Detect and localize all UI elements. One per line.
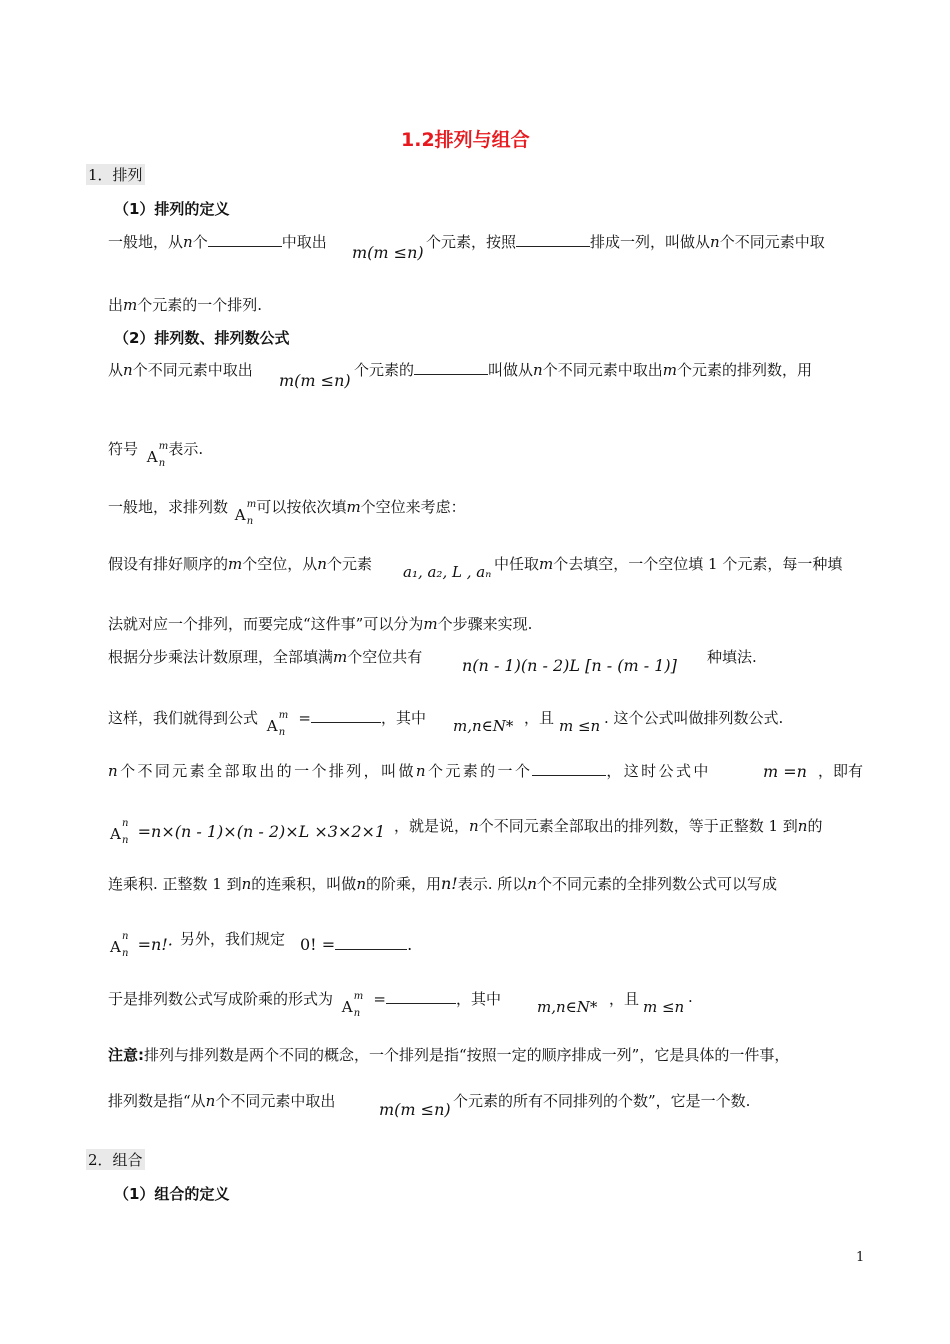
blank-line [386, 989, 456, 1004]
paragraph-line [108, 1044, 789, 1065]
text: ，即有 [818, 762, 864, 780]
symbol-sup: m [278, 710, 289, 721]
text: 表示. 所以 [457, 875, 528, 893]
math-n: n [415, 762, 428, 780]
paragraph-line [108, 613, 532, 634]
permutation-symbol [341, 991, 364, 1019]
blank-line [311, 708, 381, 723]
math-n-factorial: n! [441, 874, 458, 893]
paragraph-line [108, 553, 372, 574]
symbol-A: A [110, 938, 121, 956]
math-m: m [662, 361, 677, 379]
text: 个元素 [326, 555, 372, 573]
math-n: n [108, 762, 121, 780]
math-equals: = [298, 709, 311, 727]
symbol-sub: n [278, 727, 286, 738]
math-m-eq-n: m =n [763, 762, 807, 781]
paragraph-line [108, 988, 502, 1019]
symbol-A: A [266, 717, 278, 735]
text: 中取出 [281, 233, 327, 251]
math-n: n [797, 817, 808, 835]
text: 个元素，按照 [426, 233, 517, 251]
math-eq-n-factorial: =n!· [137, 935, 173, 954]
math-sequence: a₁, a₂, L , aₙ [403, 563, 492, 581]
math-full-product: =n×(n - 1)×(n - 2)×L ×3×2×1 [137, 822, 386, 841]
math-m-le-n: m ≤n [643, 998, 685, 1016]
text: ，且 [609, 990, 640, 1008]
paragraph-line [108, 496, 466, 527]
text: ，这时公式中 [606, 762, 711, 780]
math-n: n [241, 875, 252, 893]
text: 可以按依次填 [256, 498, 347, 516]
section-heading-permutation: 1．排列 [88, 166, 143, 184]
subheading-permutation-definition: （1）排列的定义 [114, 200, 230, 218]
math-n: n [527, 875, 537, 893]
text: 个元素的排列数，用 [676, 361, 812, 379]
text: . [407, 935, 413, 954]
text: 连乘积. 正整数 1 到 [108, 875, 242, 893]
text: ，其中 [456, 990, 502, 1008]
symbol-A: A [234, 506, 246, 524]
paragraph-line [300, 935, 412, 954]
blank-line [516, 232, 590, 247]
text: 个不同元素全部取出的排列数，等于正整数 1 到 [478, 817, 798, 835]
text: 的 [807, 817, 823, 835]
math-m-n-in-N: m,n∈N* [453, 717, 514, 735]
text: 法就对应一个排列，而要完成“这件事”可以分为 [108, 615, 424, 633]
text: 从 [108, 361, 124, 379]
math-m-n-in-N: m,n∈N* [537, 998, 598, 1016]
paragraph-line [108, 646, 422, 667]
math-m: m [123, 296, 138, 314]
blank-line [208, 232, 282, 247]
text: 叫做从 [488, 361, 534, 379]
symbol-sub: n [246, 516, 254, 527]
paragraph-line [108, 438, 204, 469]
text: 另外，我们规定 [180, 930, 286, 948]
text: ，其中 [381, 709, 427, 727]
blank-line [335, 935, 407, 950]
text: 一般地，从 [108, 233, 184, 251]
math-zero-factorial: 0! = [300, 935, 336, 954]
permutation-symbol [266, 710, 289, 738]
text: 个去填空，一个空位填 1 个元素，每一种填 [553, 555, 843, 573]
math-m-le-n: m ≤n [559, 717, 601, 735]
math-n: n [356, 875, 366, 893]
text: 个步骤来实现. [437, 615, 533, 633]
math-m: m [346, 498, 361, 516]
symbol-sub: n [122, 948, 129, 959]
text: 根据分步乘法计数原理，全部填满 [108, 648, 334, 666]
text: 中任取 [494, 555, 540, 573]
paragraph-line [394, 815, 822, 836]
paragraph-line [426, 231, 825, 252]
symbol-A: A [146, 448, 158, 466]
page-title: 1.2排列与组合 [401, 129, 530, 151]
subheading-permutation-number: （2）排列数、排列数公式 [114, 329, 290, 347]
text: 表示. [168, 440, 204, 458]
text: 出 [108, 296, 124, 314]
symbol-sub: n [122, 835, 129, 846]
math-n: n [533, 361, 543, 379]
math-n: n [469, 817, 479, 835]
paragraph-line [108, 359, 253, 380]
text: 符号 [108, 440, 139, 458]
note-label: 注意: [108, 1046, 144, 1064]
text: 个不同元素中取 [719, 233, 825, 251]
text: . 这个公式叫做排列数公式. [604, 709, 784, 727]
symbol-sup: m [158, 441, 169, 452]
math-n: n [123, 361, 133, 379]
math-m: m [423, 615, 438, 633]
subheading-combination-definition: （1）组合的定义 [114, 1185, 230, 1203]
paragraph-line [494, 553, 842, 574]
blank-line [532, 761, 606, 776]
text: 个空位共有 [347, 648, 423, 666]
page-number: 1 [856, 1250, 865, 1265]
text: 个不同元素中取出 [132, 361, 253, 379]
symbol-sub: n [353, 1008, 361, 1019]
paragraph-line [108, 1090, 335, 1111]
text: 个 [192, 233, 208, 251]
symbol-sup: m [246, 499, 257, 510]
text: 个元素的 [354, 361, 415, 379]
text: 假设有排好顺序的 [108, 555, 229, 573]
symbol-sup: m [353, 991, 364, 1002]
paragraph-line [110, 818, 386, 846]
text: 一般地，求排列数 [108, 498, 229, 516]
permutation-symbol [234, 499, 257, 527]
math-n: n [205, 1092, 216, 1110]
paragraph-line [108, 873, 777, 894]
math-n: n [317, 555, 327, 573]
text: 个元素的一个 [427, 762, 533, 780]
text: . [688, 988, 693, 1006]
paragraph-line [108, 760, 711, 781]
symbol-A: A [110, 825, 121, 843]
symbol-A: A [341, 998, 353, 1016]
text: 个元素的所有不同排列的个数”，它是一个数. [453, 1092, 751, 1110]
text: 排列数是指“从 [108, 1092, 206, 1110]
paragraph-line [354, 359, 812, 380]
permutation-symbol [110, 931, 129, 959]
paragraph-line [108, 707, 427, 738]
text: 排列与排列数是两个不同的概念，一个排列是指“按照一定的顺序排成一列”，它是具体的一件事， [144, 1046, 790, 1064]
math-m: m [333, 648, 348, 666]
paragraph-line [108, 294, 262, 315]
math-m-le-n: m(m ≤n) [352, 243, 424, 262]
math-m: m [228, 555, 243, 573]
section-heading-combination: 2．组合 [88, 1151, 143, 1169]
math-equals: = [373, 990, 386, 1008]
text: ，且 [524, 709, 555, 727]
symbol-sup: n [122, 931, 129, 942]
blank-line [414, 360, 488, 375]
text: 个空位来考虑： [360, 498, 466, 516]
math-product: n(n - 1)(n - 2)L [n - (m - 1)] [462, 656, 677, 675]
text: 排成一列，叫做从 [590, 233, 711, 251]
permutation-symbol [146, 441, 169, 469]
paragraph-line [108, 231, 327, 252]
math-n: n [710, 233, 720, 251]
text: 个不同元素全部取出的一个排列，叫做 [120, 762, 416, 780]
text: 的连乘积，叫做 [251, 875, 357, 893]
math-m-le-n: m(m ≤n) [379, 1100, 451, 1119]
text: 个不同元素的全排列数公式可以写成 [536, 875, 777, 893]
text: 于是排列数公式写成阶乘的形式为 [108, 990, 334, 1008]
text: 个不同元素中取出 [215, 1092, 336, 1110]
paragraph-line: 种填法. [707, 648, 757, 666]
text: 的阶乘，用 [365, 875, 441, 893]
math-n: n [183, 233, 193, 251]
symbol-sup: n [122, 818, 129, 829]
text: 个不同元素中取出 [542, 361, 663, 379]
text: 个元素的一个排列. [137, 296, 263, 314]
text: 个空位，从 [242, 555, 318, 573]
text: ，就是说， [394, 817, 470, 835]
text: 这样，我们就得到公式 [108, 709, 259, 727]
math-m-le-n: m(m ≤n) [279, 371, 351, 390]
permutation-symbol [110, 818, 129, 846]
paragraph-line [110, 931, 173, 959]
symbol-sub: n [158, 458, 166, 469]
math-m: m [539, 555, 554, 573]
